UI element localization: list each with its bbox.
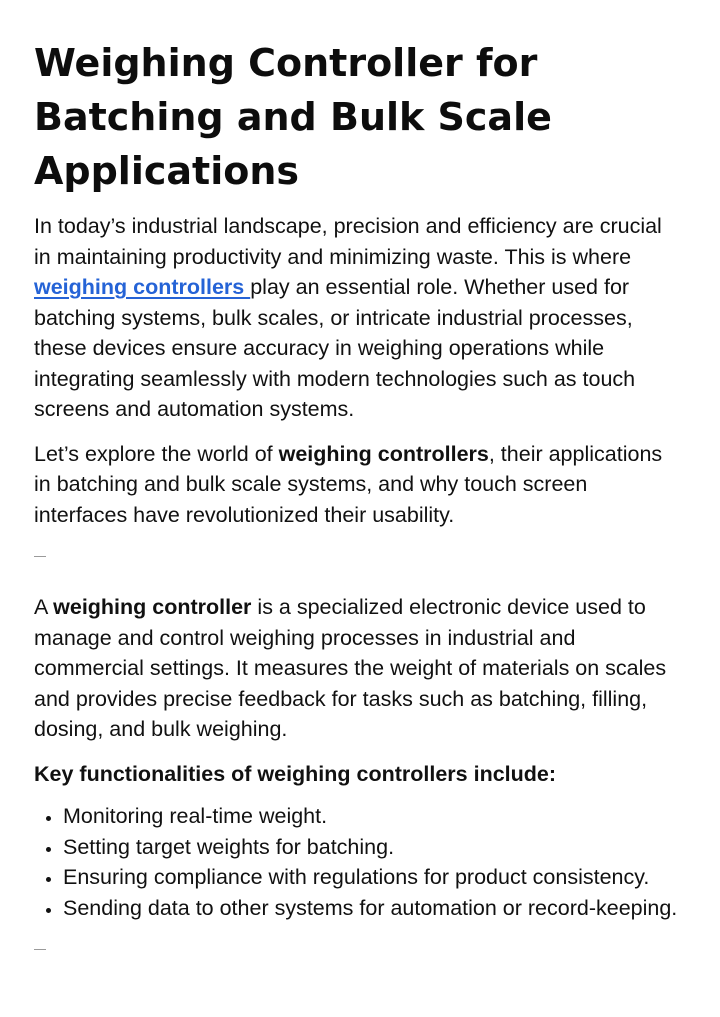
definition-bold-term: weighing controller bbox=[53, 595, 252, 619]
list-item: • Ensuring compliance with regulations for product consistency. bbox=[63, 862, 680, 893]
intro-text-start: In today’s industrial landscape, precision and efficiency are crucial in maintaining productivity and minimizing waste. This is where bbox=[34, 214, 662, 269]
list-item: • Monitoring real-time weight. bbox=[63, 801, 680, 832]
list-item: • Setting target weights for batching. bbox=[63, 832, 680, 863]
explore-bold-term: weighing controllers bbox=[278, 441, 489, 466]
explore-text-end: , their applications in batching and bulk scale systems, and why touch screen interfaces have revolutionized their usability. bbox=[34, 441, 663, 527]
definition-text-start: A bbox=[34, 595, 54, 619]
intro-text-end: play an essential role. Whether used for batching systems, bulk scales, or intricate industrial processes, these devices ensure accuracy in weighing operations while integrating seamlessly with modern technologies such as touch screens and automation systems. bbox=[34, 275, 636, 421]
explore-text-start: Let’s explore the world of bbox=[34, 441, 279, 466]
key-functionalities-heading: Key functionalities of weighing controllers include: bbox=[34, 761, 557, 786]
page-title: Weighing Controller for Batching and Bulk Scale Applications bbox=[34, 41, 552, 193]
functionalities-list bbox=[34, 801, 680, 923]
section-divider bbox=[34, 949, 46, 950]
list-item: • Sending data to other systems for automation or record-keeping. bbox=[63, 893, 680, 924]
intro-paragraph bbox=[34, 211, 680, 425]
explore-paragraph bbox=[34, 439, 680, 531]
weighing-controllers-link[interactable]: weighing controllers bbox=[34, 275, 251, 299]
section-divider bbox=[34, 556, 46, 557]
definition-text-end: is a specialized electronic device used to manage and control weighing processes in industrial and commercial settings. It measures the weight of materials on scales and provides precise feedback for tasks such as batching, filling, dosing, and bulk weighing. bbox=[34, 595, 667, 741]
definition-paragraph bbox=[34, 592, 680, 745]
